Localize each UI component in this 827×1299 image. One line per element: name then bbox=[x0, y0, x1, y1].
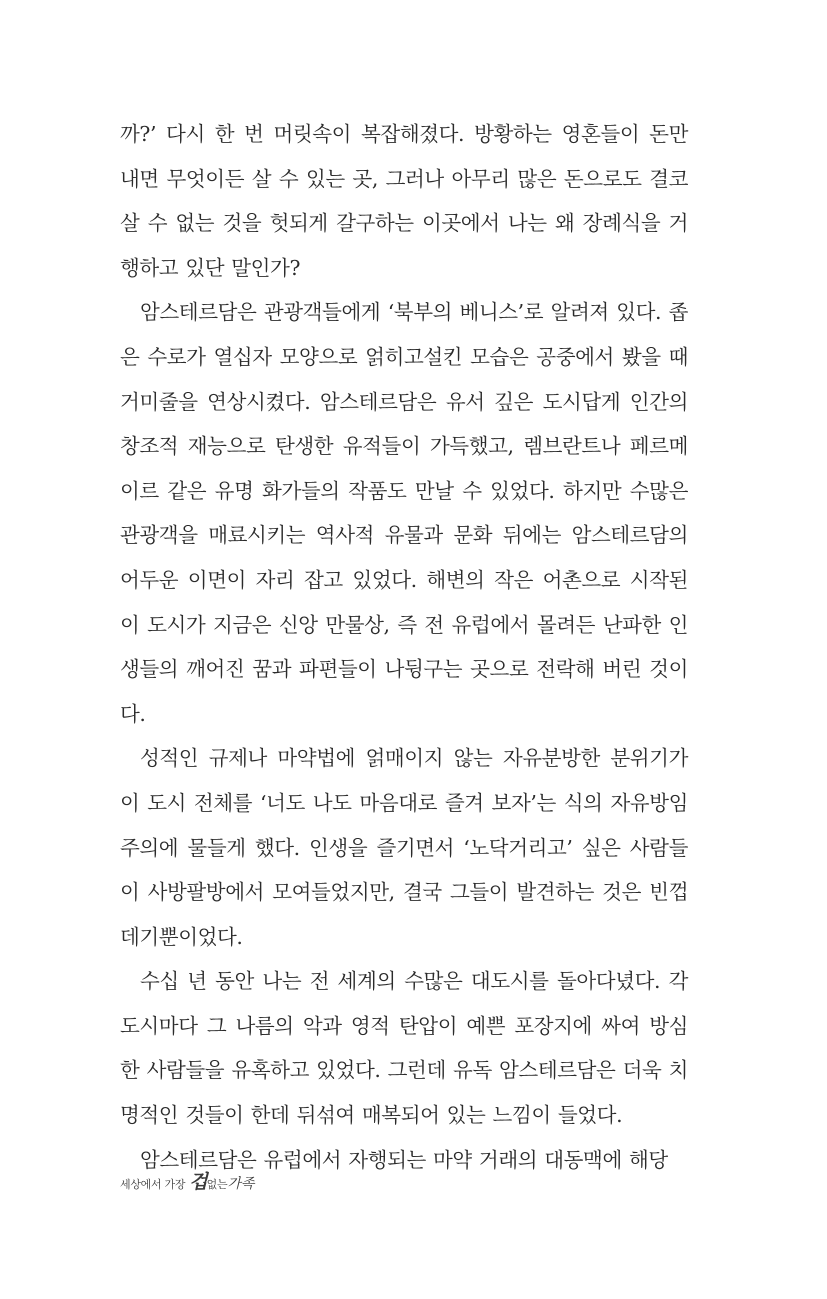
body-text bbox=[120, 112, 688, 1182]
paragraph-4: 수십 년 동안 나는 전 세계의 수많은 대도시를 돌아다녔다. 각 도시마다 그 나름의 악과 영적 탄압이 예쁜 포장지에 싸여 방심한 사람들을 유혹하고 있었다. 그런데 유독 암스테르담은 더욱 치명적인 것들이 한데 뒤섞여 매복되어 있는 느낌이 들었다. bbox=[120, 969, 688, 1128]
footer-title-part-3: 없는 bbox=[206, 1178, 228, 1191]
footer-title-part-4: 가족 bbox=[227, 1176, 255, 1192]
footer-title-part-2: 겁 bbox=[189, 1171, 207, 1193]
running-footer-book-title bbox=[120, 1171, 254, 1196]
paragraph-1: 까?’ 다시 한 번 머릿속이 복잡해졌다. 방황하는 영혼들이 돈만 내면 무엇이든 살 수 있는 곳, 그러나 아무리 많은 돈으로도 결코 살 수 없는 것을 헛되게 갈구하는 이곳에서 나는 왜 장례식을 거행하고 있단 말인가? bbox=[120, 122, 688, 280]
paragraph-3: 성적인 규제나 마약법에 얽매이지 않는 자유분방한 분위기가 이 도시 전체를 ‘너도 나도 마음대로 즐겨 보자’는 식의 자유방임주의에 물들게 했다. 인생을 즐기면서 ‘노닥거리고’ 싶은 사람들이 사방팔방에서 모여들었지만, 결국 그들이 발견하는 것은 빈껍데기뿐이었다. bbox=[120, 746, 688, 949]
paragraph-2: 암스테르담은 관광객들에게 ‘북부의 베니스’로 알려져 있다. 좁은 수로가 열십자 모양으로 얽히고설킨 모습은 공중에서 봤을 때 거미줄을 연상시켰다. 암스테르담은 유서 깊은 도시답게 인간의 창조적 재능으로 탄생한 유적들이 가득했고, 렘브란트나 페르메이르 같은 유명 화가들의 작품도 만날 수 있었다. 하지만 수많은 관광객을 매료시키는 역사적 유물과 문화 뒤에는 암스테르담의 어두운 이면이 자리 잡고 있었다. 해변의 작은 어촌으로 시작된 이 도시가 지금은 신앙 만물상, 즉 전 유럽에서 몰려든 난파한 인생들의 깨어진 꿈과 파편들이 나뒹구는 곳으로 전락해 버린 것이다. bbox=[120, 300, 688, 726]
footer-title-part-1: 세상에서 가장 bbox=[120, 1178, 186, 1191]
paragraph-5: 암스테르담은 유럽에서 자행되는 마약 거래의 대동맥에 해당 bbox=[140, 1147, 668, 1172]
